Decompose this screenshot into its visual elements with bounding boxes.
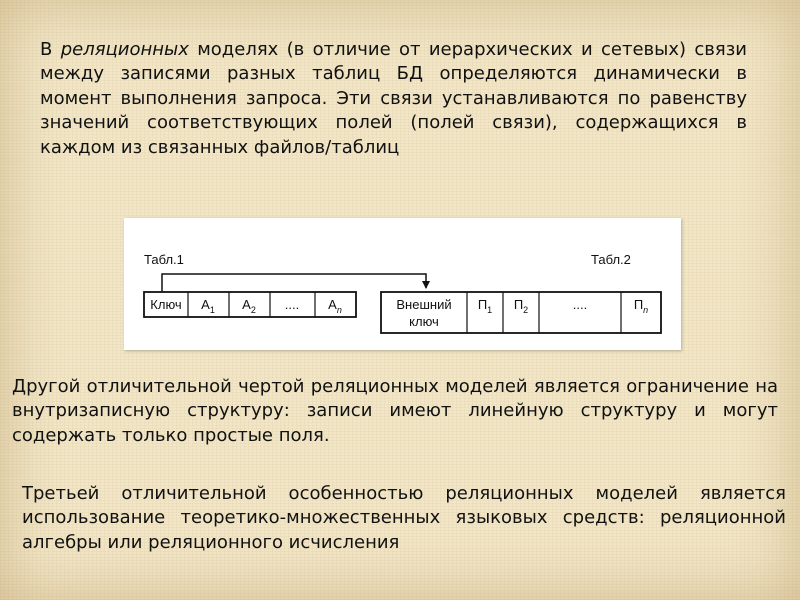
paragraph-relational-links <box>40 38 747 160</box>
table2-label: Табл.2 <box>591 252 631 267</box>
table2-cell-ellipsis: .... <box>572 297 588 312</box>
table1-label: Табл.1 <box>144 252 184 267</box>
table2-cell-foreign-key: Внешний ключ <box>396 297 452 329</box>
table2-cell-pn: $П_n$ <box>633 297 649 315</box>
tables-link-diagram <box>124 218 681 350</box>
table2-cell-p1: $П_1$ <box>477 297 493 315</box>
table1-cell-ellipsis: .... <box>284 297 300 312</box>
paragraph-1-start: В <box>40 39 53 60</box>
paragraph-language-tools: Третьей отличительной особенностью реляционных моделей является использование теоретико-множественных языковых средств: реляционной алгебры или реляционного исчисления <box>22 483 786 553</box>
diagram-svg <box>124 218 681 350</box>
table1-cell-an: $A_n$ <box>328 297 342 315</box>
table1-cell-key: Ключ <box>150 297 182 312</box>
paragraph-1-italic-word: реляционных <box>60 39 189 60</box>
paragraph-1-rest: моделях (в отличие от иерархических и сетевых) связи между записями разных таблиц БД определяются динамически в момент выполнения запроса. Эти связи устанавливаются по равенству значений соответствующих полей (полей связи), содержащихся в каждом из связанных файлов/таблиц <box>40 39 747 158</box>
table1-cell-a1: $A_1$ <box>201 297 215 315</box>
table1-cell-a2: $A_2$ <box>242 297 256 315</box>
paragraph-record-structure: Другой отличительной чертой реляционных моделей является ограничение на внутризаписную структуру: записи имеют линейную структуру и могут содержать только простые поля. <box>12 376 778 446</box>
link-arrow <box>162 274 426 292</box>
table2-cell-p2: $П_2$ <box>513 297 529 315</box>
